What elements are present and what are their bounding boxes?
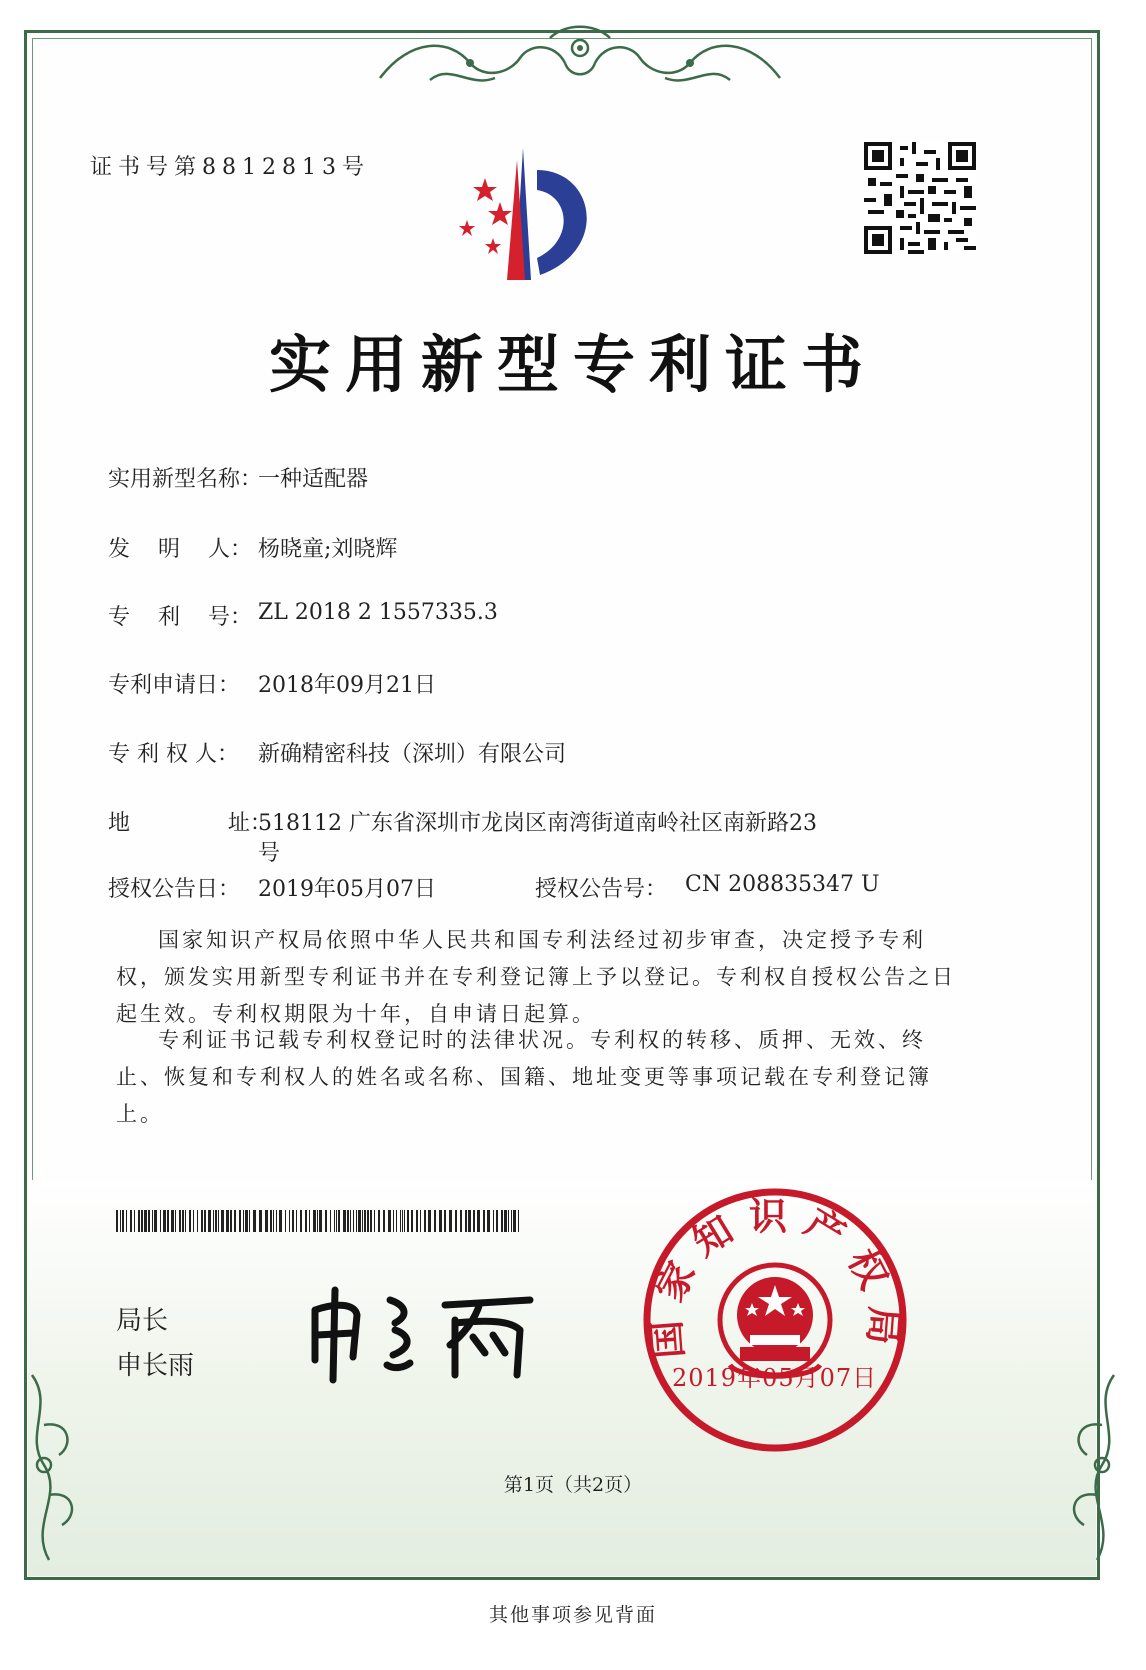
legal-status-paragraph: 专利证书记载专利权登记时的法律状况。专利权的转移、质押、无效、终止、恢复和专利权人的姓名或名称、国籍、地址变更等事项记载在专利登记簿上。 (116, 1028, 932, 1126)
patent-number-value: ZL 2018 2 1557335.3 (258, 600, 498, 625)
footer-note: 其他事项参见背面 (488, 1604, 657, 1626)
page-indicator: 第1页（共2页） (503, 1474, 643, 1496)
filing-date-value: 2018年09月21日 (258, 673, 436, 698)
name-label: 实用新型名称： (108, 467, 263, 492)
seal-text: 国家知识产权局 (643, 1194, 907, 1361)
patentee-value: 新确精密科技（深圳）有限公司 (258, 742, 567, 767)
official-seal-icon (640, 1185, 910, 1455)
director-name: 申长雨 (116, 1351, 195, 1381)
address-label: 地 址： (108, 811, 272, 836)
address-value-line2: 号 (258, 841, 281, 866)
grant-number-label: 授权公告号： (535, 877, 668, 902)
address-value-line1: 518112 广东省深圳市龙岗区南湾街道南岭社区南新路23 (258, 811, 817, 836)
director-signature-icon (295, 1275, 555, 1385)
inventor-value: 杨晓童;刘晓辉 (258, 537, 398, 562)
grant-number-value: CN 208835347 U (685, 872, 880, 897)
name-value: 一种适配器 (258, 467, 369, 492)
barcode-icon (116, 1210, 524, 1232)
grant-statement-paragraph: 国家知识产权局依照中华人民共和国专利法经过初步审查，决定授予专利权，颁发实用新型专利证书并在专利登记簿上予以登记。专利权自授权公告之日起生效。专利权期限为十年，自申请日起算。 (116, 928, 956, 1026)
patent-number-label: 专 利 号： (108, 605, 252, 630)
seal-date: 2019年05月07日 (672, 1364, 878, 1392)
certificate-number: 证书号第8812813号 (90, 155, 370, 180)
inventor-label: 发 明 人： (108, 537, 252, 562)
right-corner-ornament-icon (1042, 1365, 1132, 1565)
left-corner-ornament-icon (14, 1365, 104, 1565)
qr-code-icon (864, 142, 976, 254)
certificate-title: 实用新型专利证书 (268, 328, 877, 401)
director-title: 局长 (116, 1306, 169, 1336)
filing-date-label: 专利申请日： (108, 673, 241, 698)
top-ornament-icon (370, 18, 790, 98)
grant-date-value: 2019年05月07日 (258, 877, 436, 902)
cnipa-logo-icon (445, 140, 625, 290)
grant-date-label: 授权公告日： (108, 877, 241, 902)
patentee-label: 专 利 权 人： (108, 742, 239, 767)
